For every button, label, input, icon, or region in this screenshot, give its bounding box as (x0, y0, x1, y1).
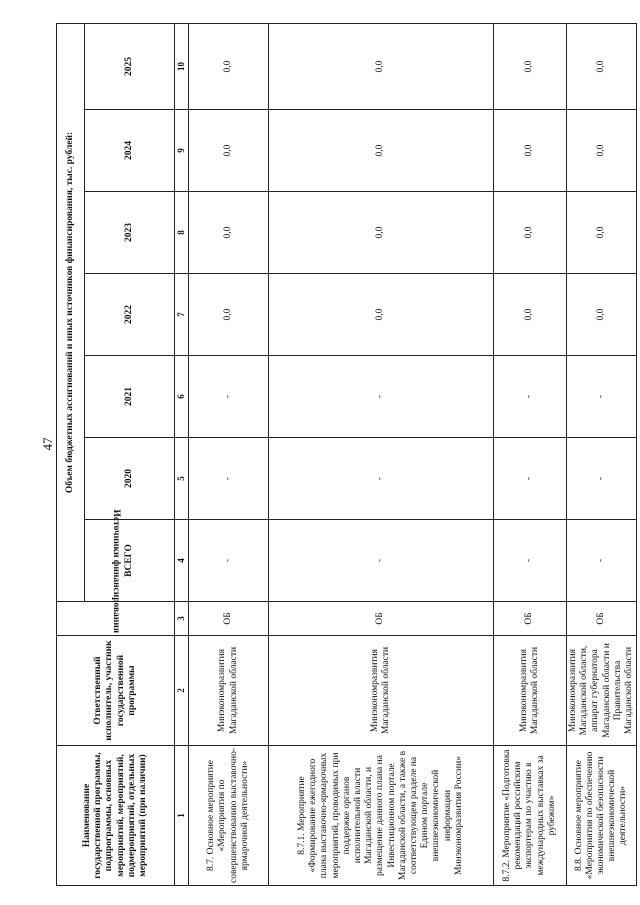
page-number: 47 (40, 437, 55, 451)
header-year-2021: 2021 (85, 356, 175, 438)
row-value-cell: - (189, 356, 269, 438)
table-row (494, 24, 567, 886)
header-year-2025: 2025 (85, 24, 175, 110)
row-value-cell: 0,0 (189, 24, 269, 110)
header-year-total: ВСЕГО (85, 520, 175, 602)
row-value-cell: 0,0 (567, 274, 637, 356)
header-year-2022: 2022 (85, 274, 175, 356)
column-number: 4 (175, 520, 189, 602)
row-name-cell: 8.7. Основное мероприятие «Мероприятия по совершенствованию выставочно-ярмарочной деятельности» (189, 746, 269, 886)
header-year-2020: 2020 (85, 438, 175, 520)
row-executor-cell: Минэкономразвития Магаданской области (189, 636, 269, 746)
row-value-cell: 0,0 (494, 192, 567, 274)
row-value-cell: 0,0 (269, 192, 494, 274)
row-value-cell: - (269, 356, 494, 438)
row-source-cell: ОБ (567, 602, 637, 636)
row-value-cell: - (567, 356, 637, 438)
row-executor-cell: Минэкономразвития Магаданской области (269, 636, 494, 746)
row-value-cell: - (494, 356, 567, 438)
row-value-cell: 0,0 (189, 110, 269, 192)
row-value-cell: 0,0 (494, 24, 567, 110)
row-value-cell: 0,0 (189, 192, 269, 274)
header-source: Источники финансирования (57, 602, 175, 636)
row-value-cell: - (494, 520, 567, 602)
row-value-cell: 0,0 (567, 110, 637, 192)
row-value-cell: 0,0 (269, 274, 494, 356)
row-source-cell: ОБ (494, 602, 567, 636)
column-number: 9 (175, 110, 189, 192)
row-value-cell: 0,0 (269, 110, 494, 192)
row-value-cell: - (567, 438, 637, 520)
header-name: Наименование государственной программы, подпрограммы, основных мероприятий, мероприятий, подмероприятий, отдельных мероприятий (при наличии) (57, 746, 175, 886)
column-number: 10 (175, 24, 189, 110)
header-year-2023: 2023 (85, 192, 175, 274)
financing-table (56, 23, 637, 886)
header-executor: Ответственный исполнитель, участник государственной программы (57, 636, 175, 746)
row-value-cell: - (269, 438, 494, 520)
row-value-cell: - (189, 438, 269, 520)
header-volume: Объем бюджетных ассигнований и иных источников финансирования, тыс. рублей: (57, 24, 85, 602)
row-name-cell: 8.7.1. Мероприятие «Формирование ежегодного плана выставочно-ярмарочных мероприятий, проводимых при поддержке органов исполнительной власти Магаданской области, и размещение данного плана на Инвестиционном портале Магаданской области, а также в соответствующем разделе на Едином портале внешнеэкономической информации Минэкономразвития России» (269, 746, 494, 886)
row-value-cell: 0,0 (189, 274, 269, 356)
rotated-table-container (56, 24, 636, 886)
column-number: 2 (175, 636, 189, 746)
row-name-cell: 8.7.2. Мероприятие «Подготовка рекомендаций российским экспортерам по участию в международных выставках за рубежом» (494, 746, 567, 886)
row-executor-cell: Минэкономразвития Магаданской области, аппарат губернатора Магаданской области и Правительства Магаданской области (567, 636, 637, 746)
row-value-cell: 0,0 (494, 110, 567, 192)
table-row (189, 24, 269, 886)
column-number: 3 (175, 602, 189, 636)
row-source-cell: ОБ (189, 602, 269, 636)
column-number-row (175, 24, 189, 886)
row-value-cell: 0,0 (269, 24, 494, 110)
row-value-cell: 0,0 (494, 274, 567, 356)
table-row (269, 24, 494, 886)
row-name-cell: 8.8. Основное мероприятие «Мероприятия по обеспечению экономической безопасности внешнеэкономической деятельности» (567, 746, 637, 886)
row-value-cell: 0,0 (567, 192, 637, 274)
column-number: 5 (175, 438, 189, 520)
row-source-cell: ОБ (269, 602, 494, 636)
row-value-cell: - (494, 438, 567, 520)
column-number: 6 (175, 356, 189, 438)
column-number: 8 (175, 192, 189, 274)
row-executor-cell: Минэкономразвития Магаданской области (494, 636, 567, 746)
table-row (567, 24, 637, 886)
row-value-cell: - (567, 520, 637, 602)
row-value-cell: 0,0 (567, 24, 637, 110)
row-value-cell: - (189, 520, 269, 602)
header-row-1 (57, 24, 85, 886)
header-year-2024: 2024 (85, 110, 175, 192)
row-value-cell: - (269, 520, 494, 602)
column-number: 1 (175, 746, 189, 886)
column-number: 7 (175, 274, 189, 356)
